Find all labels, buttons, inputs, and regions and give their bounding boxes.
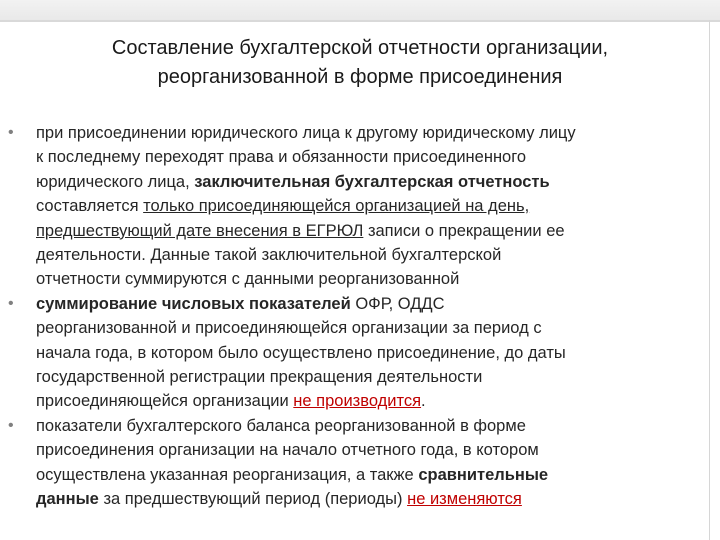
text-run: за предшествующий период (периоды) bbox=[98, 490, 408, 509]
text-line bbox=[36, 463, 700, 487]
slide-title bbox=[20, 34, 700, 92]
bullet-item-3 bbox=[0, 414, 700, 512]
text-line: показатели бухгалтерского баланса реорганизованной в форме bbox=[36, 416, 526, 435]
bold-phrase: заключительная бухгалтерская отчетность bbox=[194, 172, 550, 191]
text-line bbox=[36, 170, 700, 194]
text-line bbox=[36, 219, 700, 243]
text-line: к последнему переходят права и обязанности присоединенного bbox=[36, 148, 527, 167]
bullet-dot-icon: • bbox=[8, 124, 14, 141]
text-run: . bbox=[421, 392, 426, 411]
text-line: государственной регистрации прекращения деятельности bbox=[36, 368, 483, 387]
text-run: составляется bbox=[36, 197, 144, 216]
top-band bbox=[0, 0, 720, 20]
red-underlined-phrase: не изменяются bbox=[407, 490, 522, 509]
text-line: реорганизованной и присоединяющейся организации за период с bbox=[36, 319, 542, 338]
text-line: деятельности. Данные такой заключительной бухгалтерской bbox=[36, 246, 502, 265]
bullet-dot-icon: • bbox=[8, 416, 14, 434]
text-run: присоединяющейся организации bbox=[36, 392, 294, 411]
text-line: начала года, в котором было осуществлено присоединение, до даты bbox=[36, 343, 566, 362]
bullet-dot-icon: • bbox=[8, 294, 14, 312]
text-run: юридического лица, bbox=[36, 172, 195, 191]
text-run: записи о прекращении ее bbox=[363, 221, 565, 240]
text-line: при присоединении юридического лица к другому юридическому лицу bbox=[36, 124, 576, 142]
bold-phrase: суммирование числовых показателей bbox=[36, 294, 351, 313]
text-line: отчетности суммируются с данными реорганизованной bbox=[36, 270, 460, 289]
title-line-2: реорганизованной в форме присоединения bbox=[157, 66, 563, 88]
bold-phrase: данные bbox=[36, 490, 99, 509]
bullet-item-2 bbox=[0, 292, 700, 414]
header-separator bbox=[0, 20, 720, 22]
text-run: ОФР, ОДДС bbox=[350, 294, 445, 313]
underlined-phrase: предшествующий дате внесения в ЕГРЮЛ bbox=[36, 221, 364, 240]
red-underlined-phrase: не производится bbox=[293, 392, 422, 411]
bullet-item-1 bbox=[0, 121, 700, 292]
text-run: осуществлена указанная реорганизация, а также bbox=[36, 465, 419, 484]
text-line bbox=[36, 389, 700, 413]
bold-phrase: сравнительные bbox=[418, 465, 549, 484]
underlined-phrase: только присоединяющейся организацией на день, bbox=[143, 197, 530, 216]
text-line bbox=[36, 487, 700, 511]
text-line bbox=[36, 194, 700, 218]
text-line: присоединения организации на начало отчетного года, в котором bbox=[36, 441, 539, 460]
right-border-line bbox=[709, 20, 710, 540]
title-line-1: Составление бухгалтерской отчетности организации, bbox=[111, 37, 609, 59]
text-line bbox=[36, 292, 700, 316]
bullet-list bbox=[0, 121, 700, 512]
